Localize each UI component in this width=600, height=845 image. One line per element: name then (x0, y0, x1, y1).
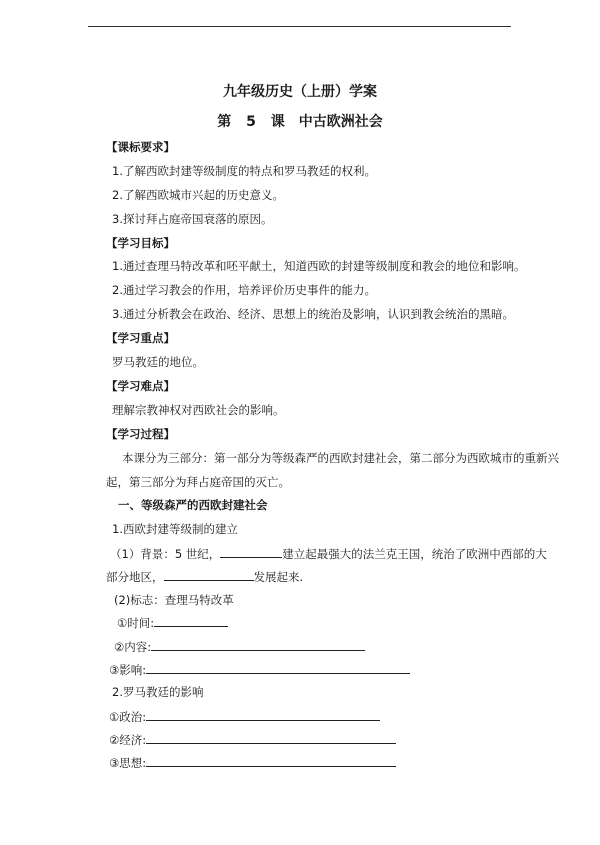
thought-label: ③思想: (109, 756, 147, 770)
thought-line (109, 754, 396, 771)
economy-label: ②经济: (109, 733, 147, 747)
process-intro-line2: 起，第三部分为拜占庭帝国的灭亡。 (106, 475, 290, 489)
thought-blank[interactable] (146, 754, 396, 767)
politics-blank[interactable] (146, 708, 380, 721)
background-prefix: （1）背景：5 世纪， (110, 547, 221, 561)
content-line (114, 638, 365, 655)
difficulty-text: 理解宗教神权对西欧社会的影响。 (112, 403, 285, 417)
background-line2-prefix: 部分地区， (106, 570, 164, 584)
background-blank-1[interactable] (220, 545, 282, 558)
economy-blank[interactable] (146, 731, 396, 744)
goals-item: 2.通过学习教会的作用，培养评价历史事件的能力。 (112, 283, 376, 297)
lesson-title: 第 5 课 中古欧洲社会 (217, 114, 383, 130)
goals-item: 3.通过分析教会在政治、经济、思想上的统治及影响，认识到教会统治的黑暗。 (112, 307, 514, 321)
difficulty-heading: 【学习难点】 (106, 379, 175, 393)
sub2-heading: 2.罗马教廷的影响 (112, 685, 204, 699)
politics-label: ①政治: (109, 710, 147, 724)
key-point-text: 罗马教廷的地位。 (112, 355, 204, 369)
background-line2-suffix: 发展起来. (253, 570, 304, 584)
standards-item: 3.探讨拜占庭帝国衰落的原因。 (112, 212, 273, 226)
economy-line (109, 731, 396, 748)
process-heading: 【学习过程】 (106, 427, 175, 441)
page-title: 九年级历史（上册）学案 (223, 84, 377, 100)
influence-label: ③影响: (109, 663, 147, 677)
time-label: ①时间: (117, 616, 155, 630)
content-blank[interactable] (151, 638, 365, 651)
standards-item: 1.了解西欧封建等级制度的特点和罗马教廷的权利。 (112, 164, 376, 178)
background-line2 (106, 568, 303, 585)
standards-heading: 【课标要求】 (106, 140, 175, 154)
background-line1 (110, 545, 547, 562)
part1-heading: 一、等级森严的西欧封建社会 (118, 498, 268, 512)
background-middle: 建立起最强大的法兰克王国，统治了欧洲中西部的大 (282, 547, 547, 561)
content-label: ②内容: (114, 640, 152, 654)
background-blank-2[interactable] (164, 568, 254, 581)
key-point-heading: 【学习重点】 (106, 331, 175, 345)
goals-item: 1.通过查理马特改革和呸平献土，知道西欧的封建等级制度和教会的地位和影响。 (112, 259, 526, 273)
politics-line (109, 708, 380, 725)
sub1-heading: 1.西欧封建等级制的建立 (112, 522, 238, 536)
standards-item: 2.了解西欧城市兴起的历史意义。 (112, 188, 284, 202)
process-intro-line1: 本课分为三部分：第一部分为等级森严的西欧封建社会，第二部分为西欧城市的重新兴 (122, 451, 559, 465)
influence-blank[interactable] (146, 661, 410, 674)
time-line (117, 614, 228, 631)
influence-line (109, 661, 410, 678)
time-blank[interactable] (154, 614, 228, 627)
mark-line: (2)标志：查理马特改革 (114, 593, 234, 607)
goals-heading: 【学习目标】 (106, 236, 175, 250)
header-rule (88, 26, 511, 27)
